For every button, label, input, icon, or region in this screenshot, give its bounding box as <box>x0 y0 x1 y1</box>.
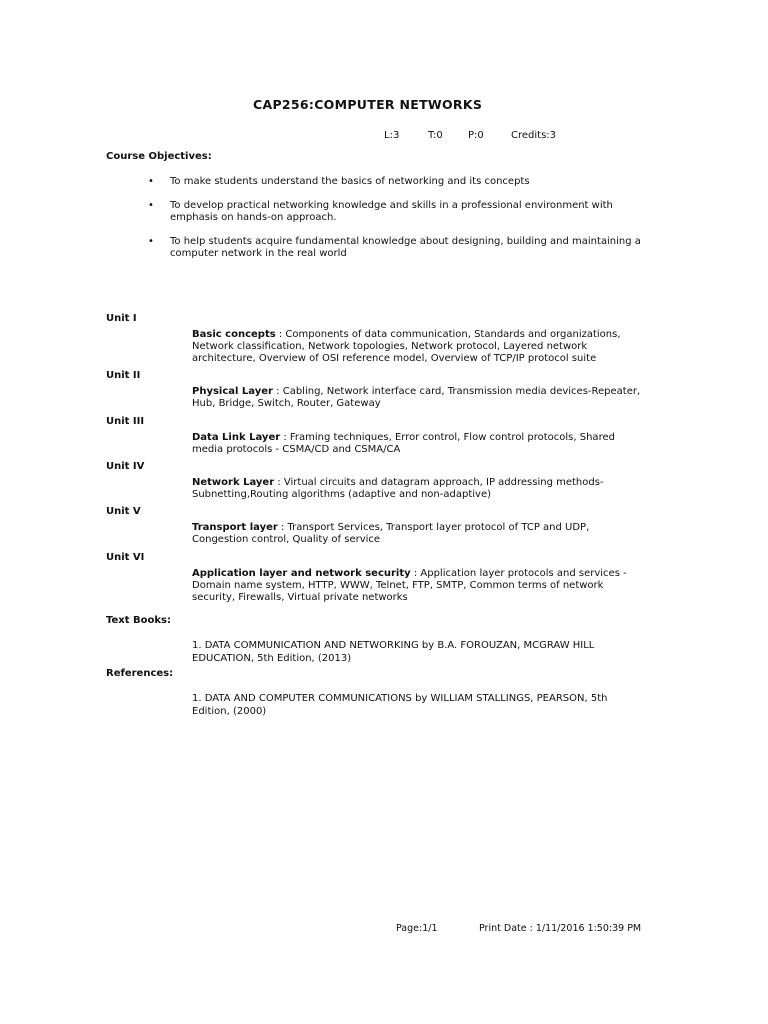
topic-separator: : <box>275 329 286 340</box>
bullet-icon: • <box>148 200 154 211</box>
unit-label: Unit VI <box>106 552 145 563</box>
tutorial-hours: T:0 <box>428 130 443 141</box>
unit-topic: Physical Layer <box>192 386 273 397</box>
topic-separator: : <box>410 568 421 579</box>
bullet-icon: • <box>148 236 154 247</box>
credit-count: Credits:3 <box>511 130 557 141</box>
credit-structure <box>0 130 768 142</box>
topic-separator: : <box>274 477 284 488</box>
unit-topic: Application layer and network security <box>192 568 411 579</box>
lecture-hours: L:3 <box>384 130 400 141</box>
unit-content: Transport Services, Transport layer protocol of TCP and UDP, Congestion control, Quality of service <box>192 522 590 545</box>
unit-content: Virtual circuits and datagram approach, IP addressing methods-Subnetting,Routing algorithms (adaptive and non-adaptive) <box>192 477 604 500</box>
unit-label: Unit V <box>106 506 141 517</box>
page-footer <box>0 923 768 935</box>
page-number: Page:1/1 <box>396 923 438 934</box>
objective-item <box>146 200 646 224</box>
objectives-heading: Course Objectives: <box>106 151 212 162</box>
unit-content: Components of data communication, Standards and organizations, Network classification, Network topologies, Network protocol, Layered network architecture, Overview of OSI reference model, Overview of TCP/IP protocol suite <box>192 329 621 364</box>
unit-content: Application layer protocols and services - Domain name system, HTTP, WWW, Telnet, FTP, SMTP, Common terms of network security, Firewalls, Virtual private networks <box>192 568 627 603</box>
text-book-entry: 1. DATA COMMUNICATION AND NETWORKING by B.A. FOROUZAN, MCGRAW HILL EDUCATION, 5th Edition, (2013) <box>192 640 595 664</box>
unit-content: Cabling, Network interface card, Transmission media devices-Repeater, Hub, Bridge, Switch, Router, Gateway <box>192 386 641 409</box>
objective-item <box>146 236 646 260</box>
objective-item <box>146 176 646 188</box>
text-books-heading: Text Books: <box>106 615 171 626</box>
objectives-list <box>146 176 646 272</box>
references-heading: References: <box>106 668 174 679</box>
unit-description <box>192 329 642 365</box>
unit-topic: Basic concepts <box>192 329 276 340</box>
objective-text: To help students acquire fundamental knowledge about designing, building and maintaining a computer network in the real world <box>170 236 641 259</box>
unit-description <box>192 432 642 456</box>
topic-separator: : <box>277 522 288 533</box>
unit-description <box>192 477 642 501</box>
unit-label: Unit I <box>106 313 137 324</box>
bullet-icon: • <box>148 176 154 187</box>
objective-text: To develop practical networking knowledge and skills in a professional environment with emphasis on hands-on approach. <box>170 200 613 223</box>
unit-content: Framing techniques, Error control, Flow control protocols, Shared media protocols - CSMA/CD and CSMA/CA <box>192 432 615 455</box>
unit-topic: Network Layer <box>192 477 275 488</box>
unit-label: Unit II <box>106 370 141 381</box>
unit-topic: Transport layer <box>192 522 278 533</box>
unit-description <box>192 522 642 546</box>
practical-hours: P:0 <box>468 130 484 141</box>
unit-label: Unit III <box>106 416 145 427</box>
topic-separator: : <box>280 432 290 443</box>
objective-text: To make students understand the basics of networking and its concepts <box>170 176 530 187</box>
unit-description <box>192 568 642 604</box>
reference-entry: 1. DATA AND COMPUTER COMMUNICATIONS by WILLIAM STALLINGS, PEARSON, 5th Edition, (2000) <box>192 693 608 717</box>
unit-description <box>192 386 642 410</box>
unit-topic: Data Link Layer <box>192 432 281 443</box>
print-date: Print Date : 1/11/2016 1:50:39 PM <box>479 923 642 934</box>
topic-separator: : <box>272 386 283 397</box>
unit-label: Unit IV <box>106 461 145 472</box>
page-title: CAP256:COMPUTER NETWORKS <box>253 97 483 112</box>
